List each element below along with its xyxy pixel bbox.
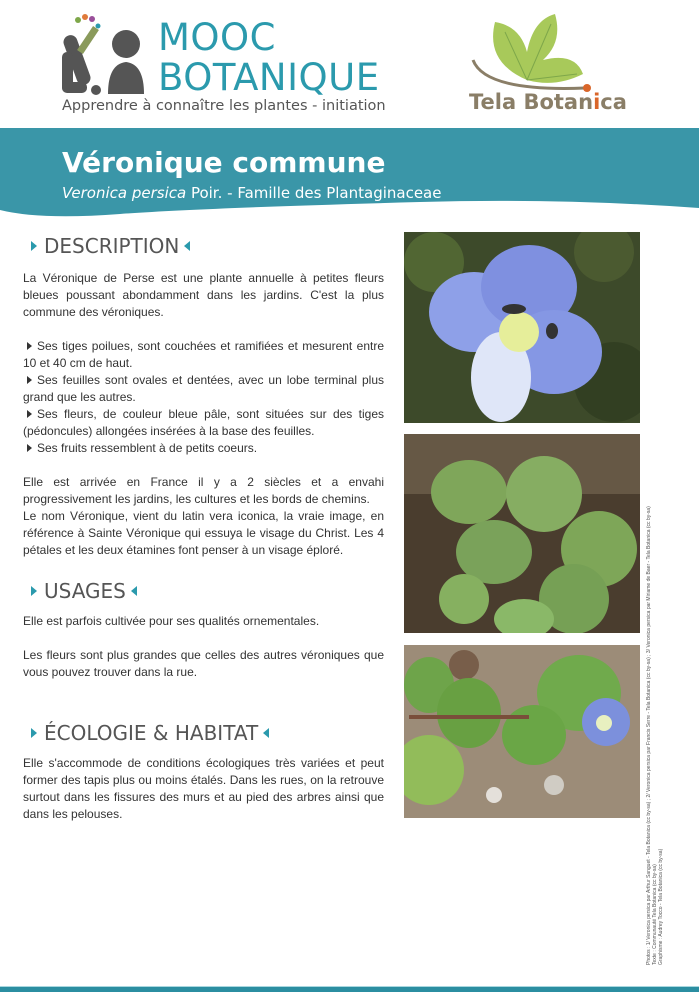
triangle-left-icon <box>184 241 190 251</box>
mooc-tagline: Apprendre à connaître les plantes - initiation <box>62 98 386 114</box>
mooc-botanique-logo <box>60 10 390 120</box>
bullet-icon <box>27 342 32 350</box>
bullet-icon <box>27 410 32 418</box>
description-bullet: Ses fruits ressemblent à de petits coeurs. <box>23 440 384 457</box>
bullet-icon <box>27 444 32 452</box>
description-bullet: Ses fleurs, de couleur bleue pâle, sont situées sur des tiges (pédoncules) allongées insérées à la base des feuilles. <box>23 407 384 438</box>
description-bullet: Ses feuilles sont ovales et dentées, avec un lobe terminal plus grand que les autres. <box>23 373 384 404</box>
ivy-leaf-icon <box>465 12 615 92</box>
description-bullet: Ses tiges poilues, sont couchées et ramifiées et mesurent entre 10 et 40 cm de haut. <box>23 339 384 370</box>
credits-text: Texte : Communauté Tela Botanica (cc by-sa) <box>652 864 658 965</box>
footer-bar <box>0 986 699 992</box>
photo-plant-with-flower <box>404 645 640 818</box>
triangle-right-icon <box>31 728 37 738</box>
tela-botanica-wordmark: Tela Botanica <box>469 90 627 114</box>
section-heading-usages: USAGES <box>31 577 384 605</box>
photo-flower <box>404 232 640 423</box>
page-subtitle: Veronica persica Poir. - Famille des Plantaginaceae <box>62 184 442 202</box>
main-content <box>23 232 384 823</box>
mooc-person-plant-icon <box>60 12 155 97</box>
page-title: Véronique commune <box>62 146 386 179</box>
leaves-photo-image <box>404 434 640 633</box>
mooc-title-line1: MOOC <box>158 16 277 59</box>
plant-photo-image <box>404 645 640 818</box>
section-heading-description: DESCRIPTION <box>31 232 384 260</box>
photo-leaves <box>404 434 640 633</box>
mooc-title <box>158 18 380 98</box>
description-etymology: Le nom Véronique, vient du latin vera iconica, la vraie image, en référence à Sainte Véronique qui essuya le visage du Christ. Les 4 pétales et les deux étamines font penser à un visage éploré. <box>23 509 384 557</box>
usages-text: Elle est parfois cultivée pour ses qualités ornementales. <box>23 614 320 628</box>
triangle-right-icon <box>31 241 37 251</box>
credits-graphics: Graphisme : Audrey Tocco - Tela Botanica (cc by-sa) <box>658 848 664 965</box>
description-history: Elle est arrivée en France il y a 2 siècles et a envahi progressivement les jardins, les cultures et les bords de chemins. <box>23 475 384 506</box>
triangle-left-icon <box>263 728 269 738</box>
mooc-title-line2: BOTANIQUE <box>158 56 380 99</box>
credits-photos: Photos : 1/ Veronica persica par Arthur Sanguet - Tela Botanica (cc by-sa) ; 2/ Veronica persica par Francis Serre - Tela Botanica (cc by-sa) ; 3/ Veronica persica par Miriame de Baer - Tela Botanica (cc by-sa) <box>646 506 652 965</box>
bullet-icon <box>27 376 32 384</box>
scientific-name: Veronica persica <box>62 184 187 202</box>
section-heading-ecologie: ÉCOLOGIE & HABITAT <box>31 719 384 747</box>
triangle-right-icon <box>31 586 37 596</box>
usages-text: Les fleurs sont plus grandes que celles des autres véroniques que vous pouvez trouver dans la rue. <box>23 648 384 679</box>
page-header <box>0 0 699 130</box>
tela-botanica-logo <box>465 12 627 117</box>
flower-photo-image <box>404 232 640 423</box>
title-banner <box>0 128 699 220</box>
ecologie-text: Elle s'accommode de conditions écologiques très variées et peut former des tapis plus ou moins étalés. Dans les rues, on la retrouve surtout dans les fissures des murs et au pied des arbres ainsi que dans les pelouses. <box>23 756 384 821</box>
triangle-left-icon <box>131 586 137 596</box>
photo-credits <box>646 405 666 965</box>
description-intro: La Véronique de Perse est une plante annuelle à petites fleurs bleues poussant abondamment dans les jardins. C'est la plus commune des véroniques. <box>23 271 384 319</box>
